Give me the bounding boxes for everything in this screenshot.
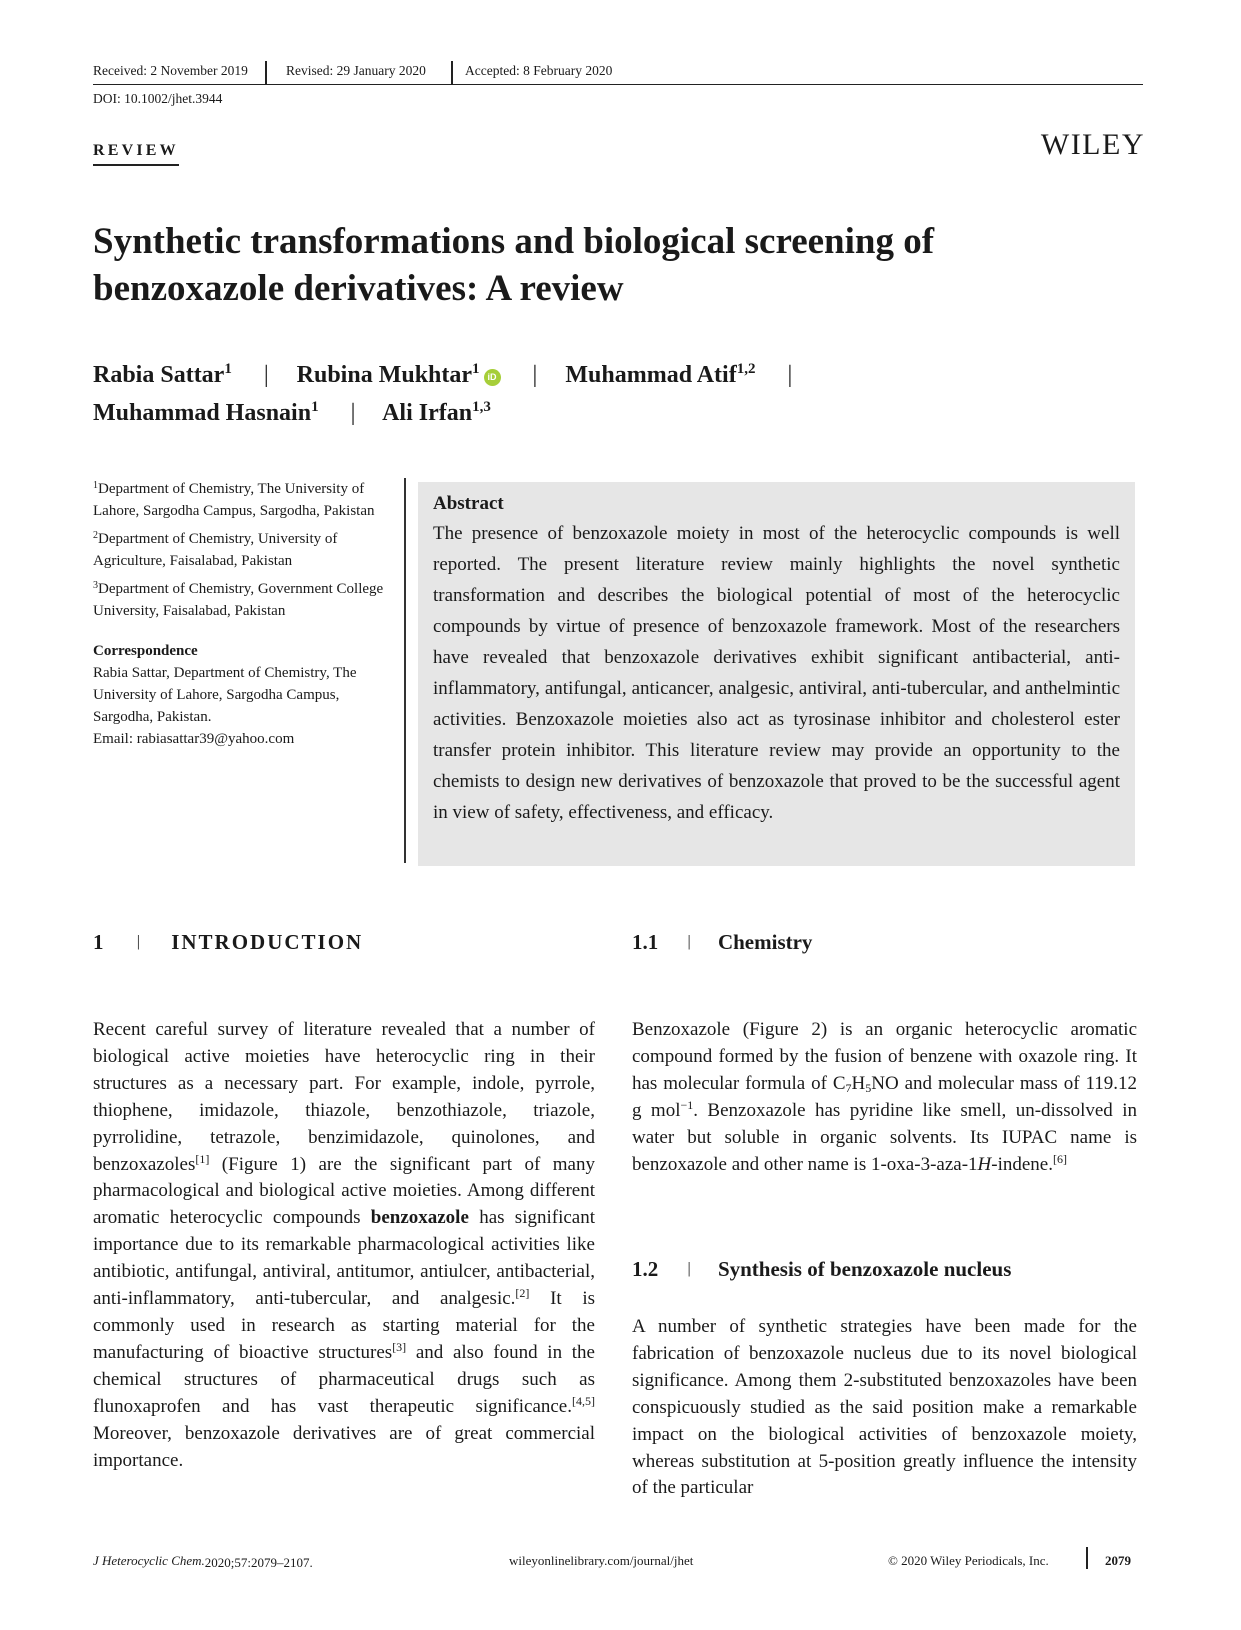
affiliation-2: $^2$Department of Chemistry, University of Agriculture, Faisalabad, Pakistan — [93, 530, 338, 569]
affiliation-1: $^1$Department of Chemistry, The University of Lahore, Sargodha Campus, Sargodha, Pakistan — [93, 480, 375, 519]
affiliation-3: $^3$Department of Chemistry, Government College University, Faisalabad, Pakistan — [93, 580, 384, 619]
correspondence-email[interactable]: Email: rabiasattar39@yahoo.com — [93, 731, 295, 747]
correspondence-heading: Correspondence — [93, 643, 198, 659]
footer-copyright: © 2020 Wiley Periodicals, Inc. — [888, 1553, 1049, 1568]
title-line-1: Synthetic transformations and biological screening of — [93, 221, 935, 262]
author-list — [93, 356, 792, 432]
section-number: 1.2 — [632, 1257, 659, 1281]
author-name: Ali Irfan — [382, 400, 473, 426]
section-heading-chemistry — [632, 930, 812, 955]
abstract-text: The presence of benzoxazole moiety in most of the heterocyclic compounds is well reported. The present literature review mainly highlights the novel synthetic transformation and describes the biological potential of most of the heterocyclic compounds by virtue of presence of benzoxazole framework. Most of the researchers have revealed that benzoxazole derivatives exhibit significant antibacterial, anti-inflammatory, antifungal, anticancer, analgesic, antiviral, anti-tubercular, and anthelmintic activities. Benzoxazole moieties also act as tyrosinase inhibitor and cholesterol ester transfer protein inhibitor. This literature review may provide an opportunity to the chemists to design new derivatives of benzoxazole that proved to be the successful agent in view of safety, effectiveness, and efficacy. — [433, 523, 1120, 823]
section-separator: | — [687, 933, 691, 950]
section-title: Synthesis of benzoxazole nucleus — [717, 1257, 1012, 1281]
author-affiliation-mark: 1,3 — [472, 399, 491, 415]
author-separator: | — [263, 362, 269, 388]
synthesis-paragraph: A number of synthetic strategies have been made for the fabrication of benzoxazole nucleus due to its novel biological significance. Among them 2-substituted benzoxazoles have been conspicuously studied as the said position make a remarkable impact on the biological activities of benzoxazole moiety, whereas substitution at 5-position greatly influence the intensity of the particular — [632, 1316, 1137, 1499]
date-divider — [265, 61, 267, 85]
publisher-logo: WILEY — [1040, 128, 1145, 161]
revised-date: Revised: 29 January 2020 — [286, 63, 426, 78]
page-footer — [93, 1551, 1143, 1573]
section-title: INTRODUCTION — [171, 930, 364, 954]
section-number: 1 — [93, 930, 106, 954]
footer-citation: J Heterocyclic Chem. 2020;57:2079–2107. — [93, 1553, 313, 1570]
citation-ref[interactable]: [1] — [195, 1151, 210, 1166]
author-name: Muhammad Atif — [565, 362, 737, 388]
citation-ref[interactable]: [3] — [392, 1339, 407, 1354]
author-affiliation-mark: 1 — [472, 361, 480, 377]
title-line-2: benzoxazole derivatives: A review — [93, 268, 624, 309]
citation-ref[interactable]: [6] — [1053, 1151, 1067, 1166]
author-affiliation-mark: 1,2 — [736, 361, 756, 377]
abstract-heading: Abstract — [433, 493, 504, 514]
citation-ref[interactable]: [4,5] — [572, 1393, 595, 1408]
article-type: REVIEW — [93, 142, 179, 166]
author-name: Muhammad Hasnain — [93, 400, 312, 426]
author-separator: | — [532, 362, 538, 388]
author-separator: | — [350, 400, 356, 426]
footer-divider — [1086, 1547, 1088, 1569]
date-divider — [451, 61, 453, 85]
article-title — [93, 218, 1093, 312]
received-date: Received: 2 November 2019 — [93, 63, 248, 78]
abstract-divider — [404, 478, 406, 863]
section-separator: | — [136, 933, 142, 950]
author-name: Rabia Sattar — [93, 362, 225, 388]
author-affiliation-mark: 1 — [224, 361, 232, 377]
affiliations — [93, 478, 393, 750]
section-number: 1.1 — [632, 930, 659, 954]
abstract-box — [418, 482, 1135, 866]
introduction-paragraph: Recent careful survey of literature revealed that a number of biological active moieties have heterocyclic ring in their structures as a necessary part. For example, indole, pyrrole, thiophene, imidazole, thiazole, benzothiazole, triazole, pyrrolidine, tetrazole, benzimidazole, quinolones, and benzoxazoles[1] (Figure 1) are the significant part of many pharmacological and biological active moieties. Among different aromatic heterocyclic compounds benzoxazole has significant importance due to its remarkable pharmacological activities like antibiotic, antifungal, antiviral, antitumor, antiulcer, antibacterial, anti-inflammatory, anti-tubercular, and analgesic.[2] It is commonly used in research as starting material for the manufacturing of bioactive structures[3] and also found in the chemical structures of pharmaceutical drugs such as flunoxaprofen and has vast therapeutic significance.[4,5] Moreover, benzoxazole derivatives are of great commercial importance. — [93, 1019, 595, 1471]
section-heading-introduction — [93, 930, 363, 955]
article-dates — [93, 61, 1143, 85]
author-name: Rubina Mukhtar — [296, 362, 473, 388]
author-affiliation-mark: 1 — [311, 399, 319, 415]
section-separator: | — [687, 1260, 691, 1277]
correspondence-text: Rabia Sattar, Department of Chemistry, The University of Lahore, Sargodha Campus, Sargodha, Pakistan. — [93, 665, 357, 725]
chemistry-paragraph: Benzoxazole (Figure 2) is an organic heterocyclic aromatic compound formed by the fusion of benzene with oxazole ring. It has molecular formula of $C_7H_5NO$ and molecular mass of 119.12 g mol$^{-1}$. Benzoxazole has pyridine like smell, un-dissolved in water but soluble in organic solvents. Its IUPAC name is benzoxazole and other name is 1-oxa-3-aza-1H-indene.[6] — [632, 1019, 1137, 1175]
footer-url[interactable]: wileyonlinelibrary.com/journal/jhet — [509, 1553, 694, 1568]
page-number: 2079 — [1105, 1553, 1131, 1568]
section-heading-synthesis — [632, 1257, 1011, 1282]
section-title: Chemistry — [717, 930, 813, 954]
accepted-date: Accepted: 8 February 2020 — [465, 63, 613, 78]
author-separator: | — [787, 362, 793, 388]
doi[interactable]: DOI: 10.1002/jhet.3944 — [93, 91, 223, 106]
orcid-icon[interactable]: iD — [484, 369, 501, 386]
citation-ref[interactable]: [2] — [515, 1286, 530, 1301]
